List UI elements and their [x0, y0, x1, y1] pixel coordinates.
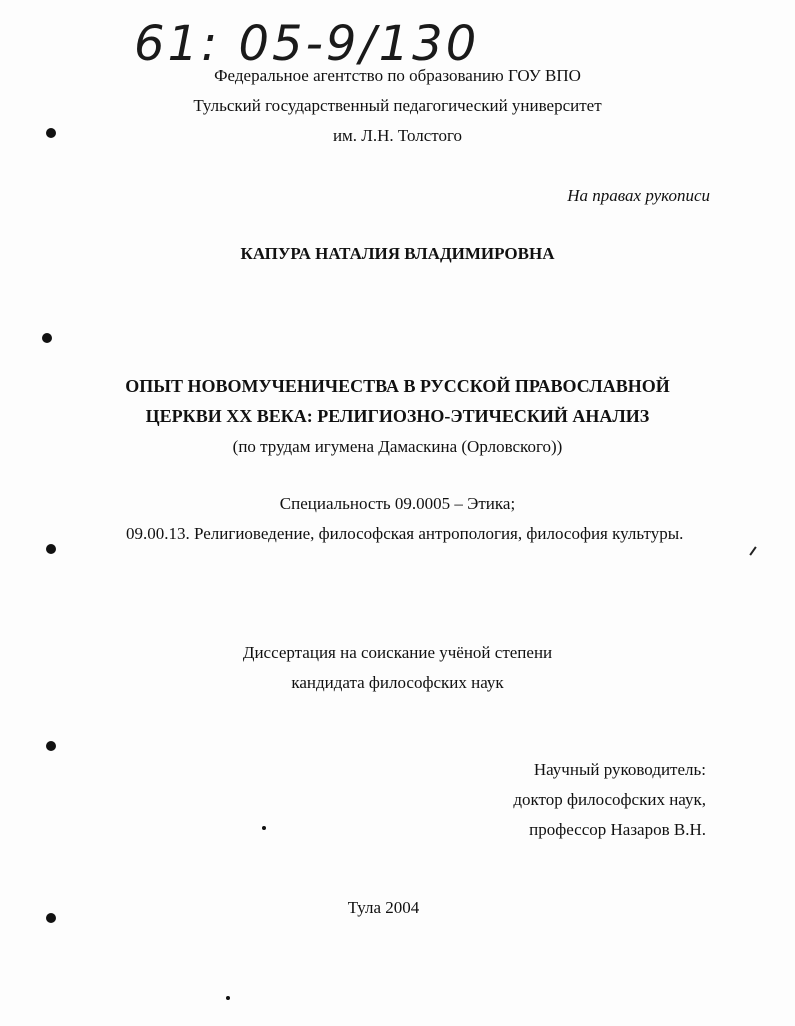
supervisor-name: профессор Назаров В.Н.	[529, 820, 706, 839]
binder-hole-mark	[46, 913, 56, 923]
supervisor-label: Научный руководитель:	[533, 760, 706, 779]
scan-speck	[226, 996, 230, 1000]
university-line: Тульский государственный педагогический университет	[193, 96, 602, 115]
handwritten-archive-number	[130, 6, 510, 72]
dissertation-line-2: кандидата философских наук	[291, 673, 504, 692]
supervisor-degree: доктор философских наук,	[513, 790, 706, 809]
scan-mark	[749, 546, 756, 555]
manuscript-note: На правах рукописи	[567, 186, 710, 205]
named-after-line: им. Л.Н. Толстого	[332, 126, 463, 145]
binder-hole-mark	[42, 333, 52, 343]
archive-number-text: 61: 05-9/130	[134, 16, 480, 72]
subtitle: (по трудам игумена Дамаскина (Орловского))	[232, 437, 563, 456]
agency-line: Федеральное агентство по образованию ГОУ ВПО	[214, 66, 581, 85]
specialty-line-1: Специальность 09.0005 – Этика;	[279, 494, 516, 513]
specialty-line-2: 09.00.13. Религиоведение, философская антропология, философия культуры.	[126, 524, 684, 543]
title-line-1: ОПЫТ НОВОМУЧЕНИЧЕСТВА В РУССКОЙ ПРАВОСЛАВНОЙ	[125, 376, 670, 396]
title-line-2: ЦЕРКВИ XX ВЕКА: РЕЛИГИОЗНО-ЭТИЧЕСКИЙ АНАЛИЗ	[145, 406, 650, 426]
binder-hole-mark	[46, 544, 56, 554]
binder-hole-mark	[46, 128, 56, 138]
city-year: Тула 2004	[347, 898, 420, 917]
binder-hole-mark	[46, 741, 56, 751]
author-name: КАПУРА НАТАЛИЯ ВЛАДИМИРОВНА	[240, 244, 555, 263]
scan-speck	[262, 826, 266, 830]
dissertation-line-1: Диссертация на соискание учёной степени	[242, 643, 553, 662]
